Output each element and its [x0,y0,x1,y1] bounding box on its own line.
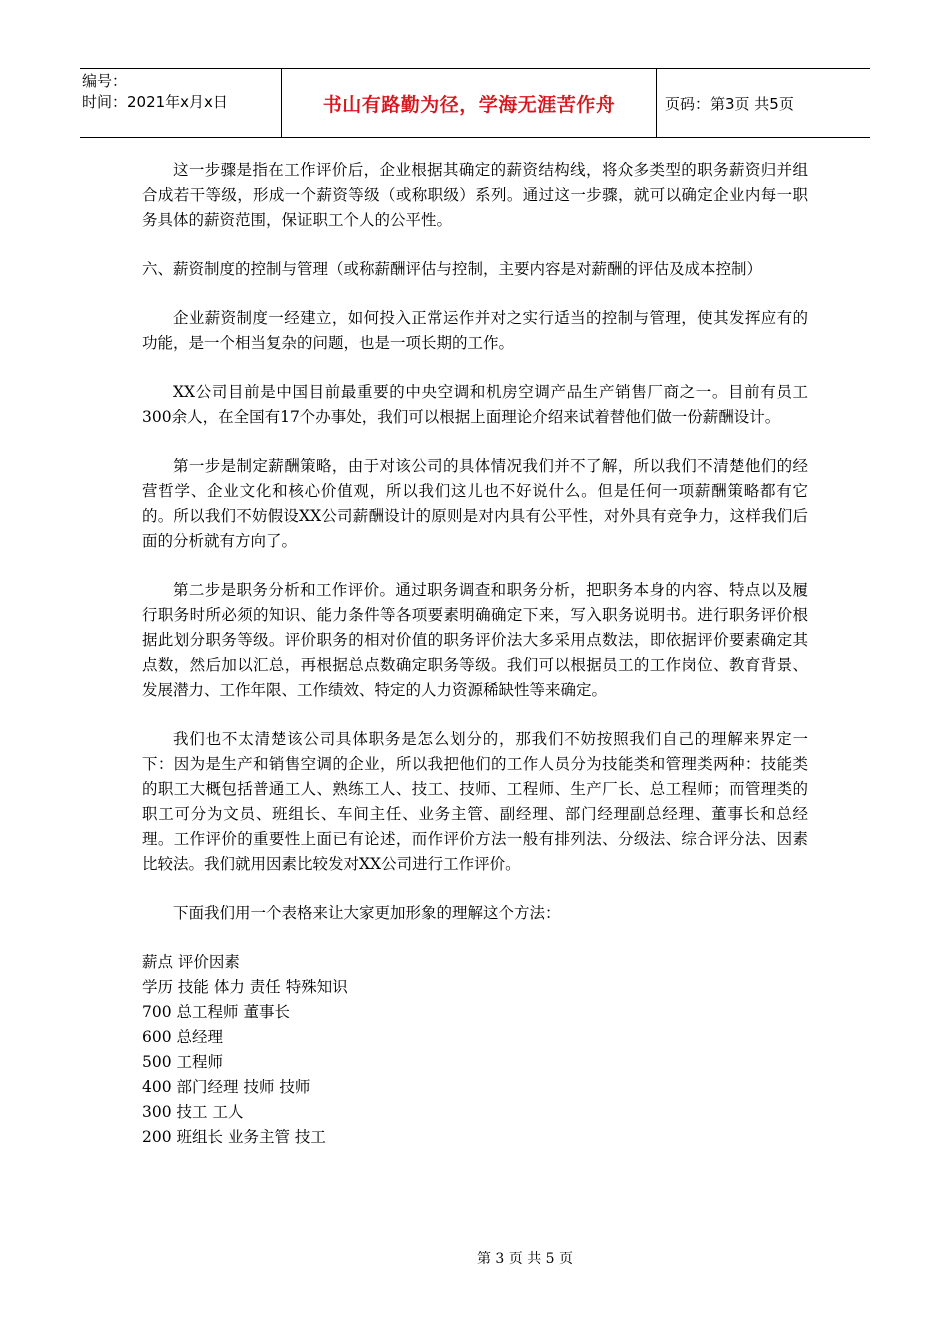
table-line: 700 总工程师 董事长 [142,1003,290,1021]
paragraph: 我们也不太清楚该公司具体职务是怎么划分的，那我们不妨按照我们自己的理解来界定一下：因为是生产和销售空调的企业，所以我把他们的工作人员分为技能类和管理类两种：技能类的职工大概包括普通工人、熟练工人、技工、技师、工程师、生产厂长、总工程师；而管理类的职工可分为文员、班组长、车间主任、业务主管、副经理、部门经理副总经理、董事长和总经理。工作评价的重要性上面已有论述，而作评价方法一般有排列法、分级法、综合评分法、因素比较法。我们就用因素比较发对XX公司进行工作评价。 [142,730,808,873]
table-line: 400 部门经理 技师 技师 [142,1078,311,1096]
table-line: 薪点 评价因素 [142,953,240,971]
paragraph: 企业薪资制度一经建立，如何投入正常运作并对之实行适当的控制与管理，使其发挥应有的功能，是一个相当复杂的问题，也是一项长期的工作。 [142,309,808,352]
table-line: 500 工程师 [142,1053,224,1071]
header-motto: 书山有路勤为径，学海无涯苦作舟 [282,69,657,137]
header-meta [80,69,282,137]
paragraph: 下面我们用一个表格来让大家更加形象的理解这个方法： [173,904,561,922]
paragraph: 第一步是制定薪酬策略，由于对该公司的具体情况我们并不了解，所以我们不清楚他们的经营哲学、企业文化和核心价值观，所以我们这儿也不好说什么。但是任何一项薪酬策略都有它的。所以我们不妨假设XX公司薪酬设计的原则是对内具有公平性，对外具有竞争力，这样我们后面的分析就有方向了。 [142,457,808,550]
section-heading: 六、薪资制度的控制与管理（或称薪酬评估与控制，主要内容是对薪酬的评估及成本控制） [142,260,763,278]
paragraph: XX公司目前是中国目前最重要的中央空调和机房空调产品生产销售厂商之一。目前有员工300余人，在全国有17个办事处，我们可以根据上面理论介绍来试着替他们做一份薪酬设计。 [142,383,808,426]
document-body [142,158,808,1150]
table-line: 200 班组长 业务主管 技工 [142,1128,326,1146]
header-page-number: 页码：第3页 共5页 [665,94,794,113]
document-date: 时间：2021年x月x日 [82,93,228,111]
document-number-label: 编号： [82,72,128,90]
evaluation-table-text [142,950,808,1150]
paragraph: 第二步是职务分析和工作评价。通过职务调查和职务分析，把职务本身的内容、特点以及履行职务时所必须的知识、能力条件等各项要素明确确定下来，写入职务说明书。进行职务评价根据此划分职务等级。评价职务的相对价值的职务评价法大多采用点数法，即依据评价要素确定其点数，然后加以汇总，再根据总点数确定职务等级。我们可以根据员工的工作岗位、教育背景、发展潜力、工作年限、工作绩效、特定的人力资源稀缺性等来确定。 [142,581,808,699]
table-line: 600 总经理 [142,1028,224,1046]
page-header [80,68,870,138]
table-line: 300 技工 工人 [142,1103,244,1121]
table-line: 学历 技能 体力 责任 特殊知识 [142,978,348,996]
page-footer: 第 3 页 共 5 页 [476,1251,574,1267]
paragraph: 这一步骤是指在工作评价后，企业根据其确定的薪资结构线，将众多类型的职务薪资归并组合成若干等级，形成一个薪资等级（或称职级）系列。通过这一步骤，就可以确定企业内每一职务具体的薪资范围，保证职工个人的公平性。 [142,161,808,229]
